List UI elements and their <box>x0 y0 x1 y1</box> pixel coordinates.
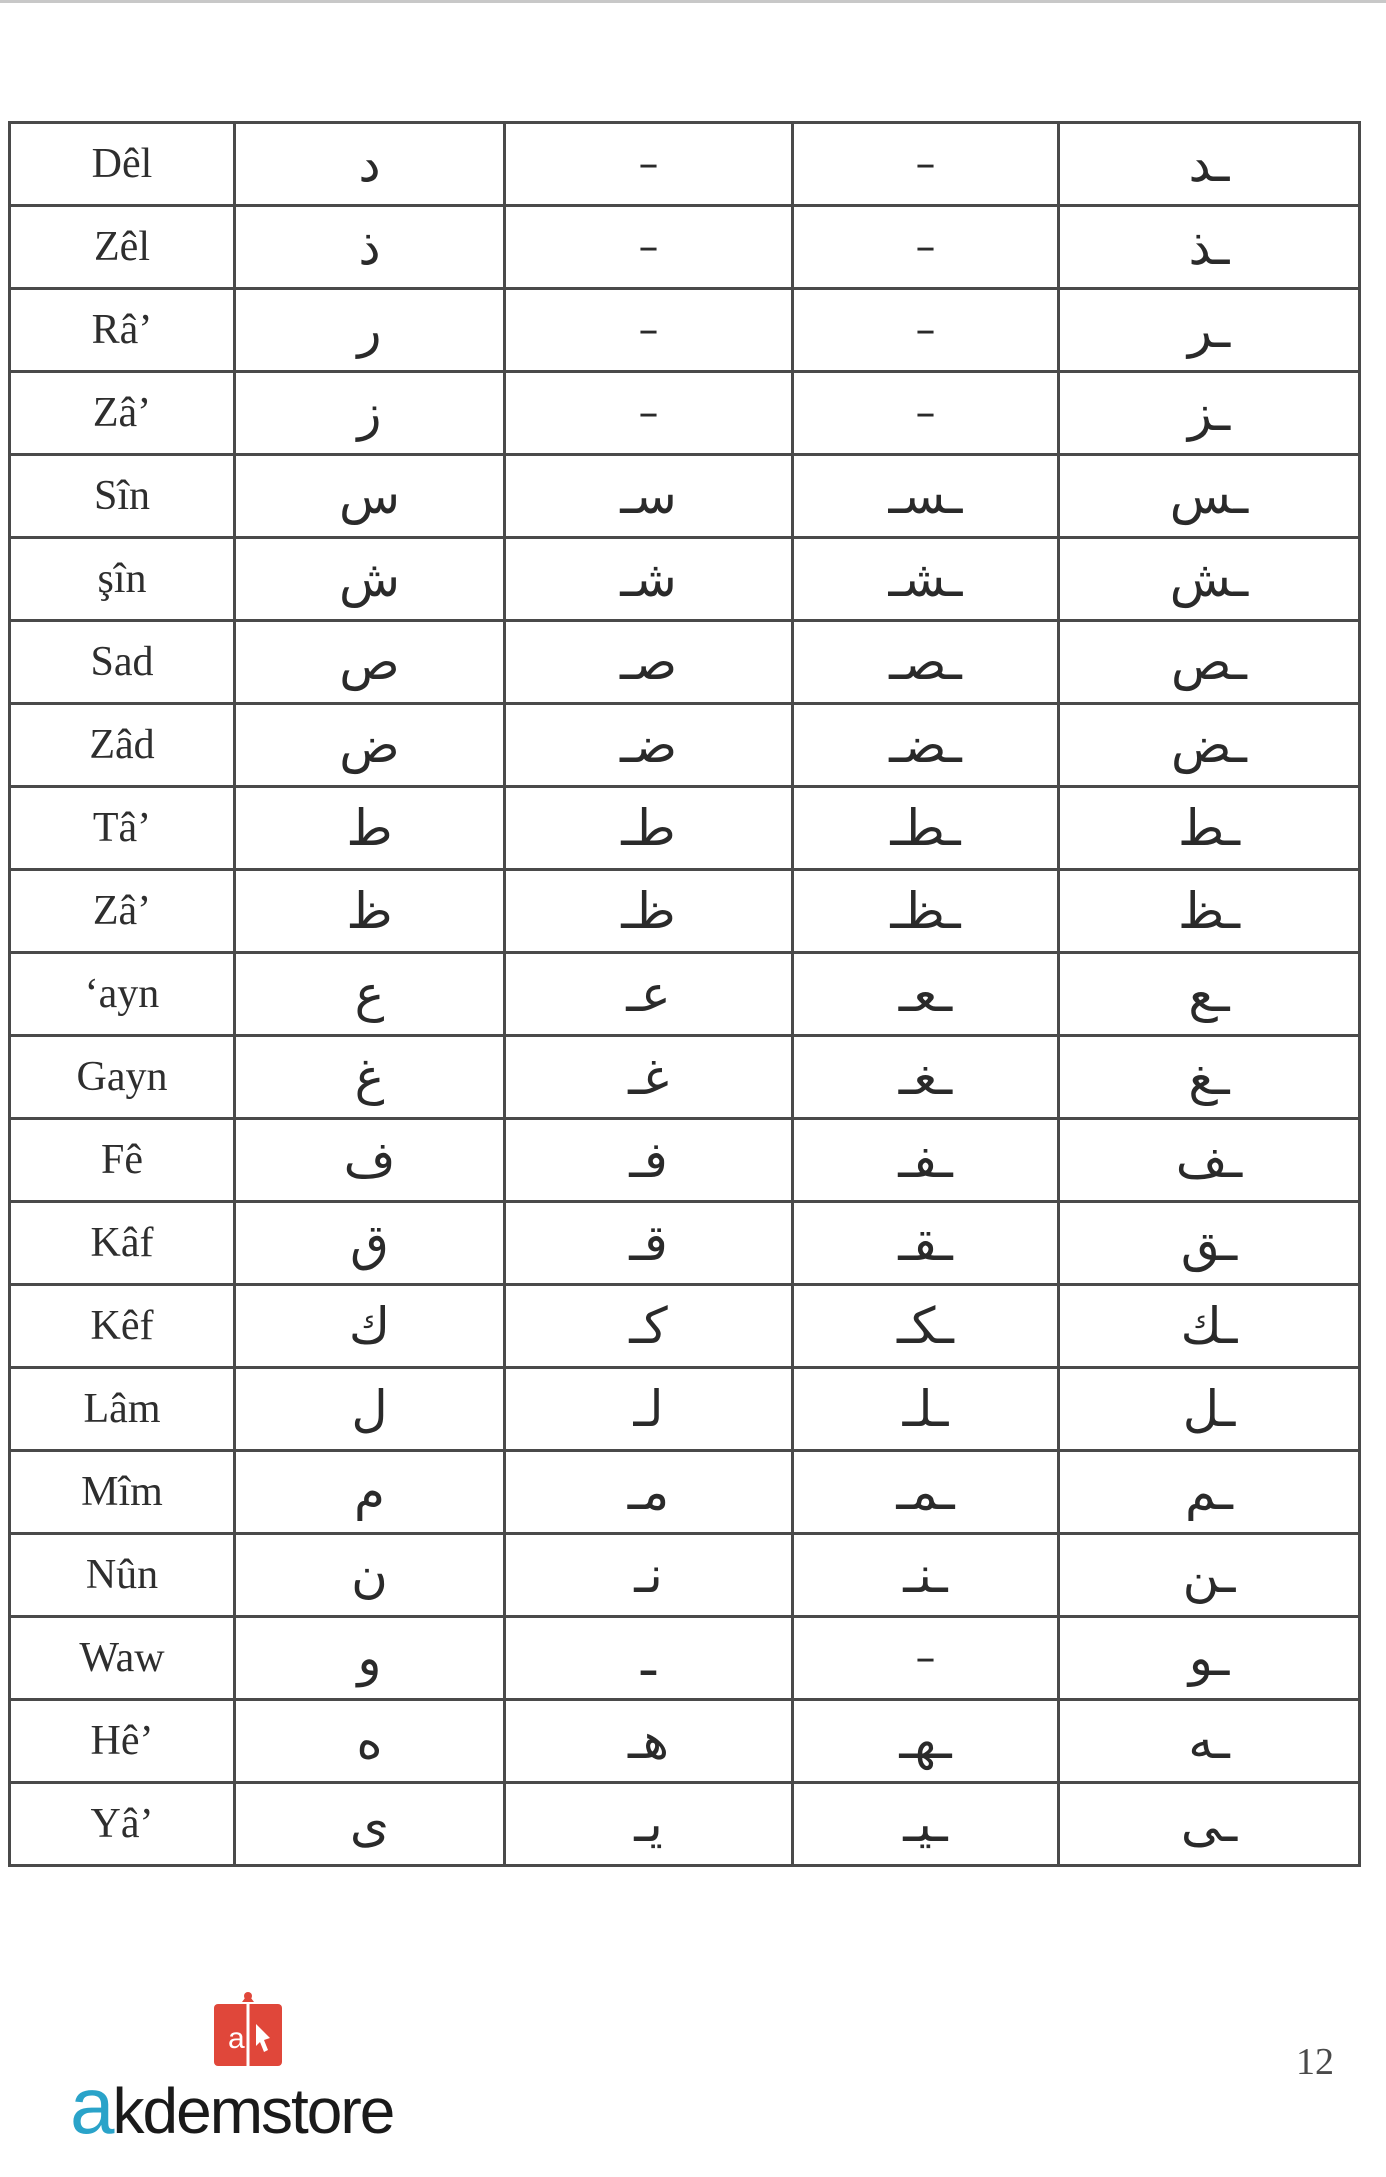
isolated-form-cell: ر <box>235 289 505 372</box>
medial-form-cell: ـلـ <box>793 1368 1059 1451</box>
letter-name-cell: Zêl <box>10 206 235 289</box>
letter-name-cell: Sîn <box>10 455 235 538</box>
letter-name-cell: Sad <box>10 621 235 704</box>
medial-form-cell: ـعـ <box>793 953 1059 1036</box>
final-form-cell: ـش <box>1059 538 1360 621</box>
final-form-cell: ـظ <box>1059 870 1360 953</box>
initial-form-cell: مـ <box>505 1451 793 1534</box>
medial-form-cell: ـطـ <box>793 787 1059 870</box>
final-form-cell: ـق <box>1059 1202 1360 1285</box>
final-form-cell: ـد <box>1059 123 1360 206</box>
table-row <box>10 1368 1360 1451</box>
final-form-cell: ـز <box>1059 372 1360 455</box>
isolated-form-cell: ن <box>235 1534 505 1617</box>
isolated-form-cell: ل <box>235 1368 505 1451</box>
isolated-form-cell: غ <box>235 1036 505 1119</box>
svg-text:a: a <box>228 2022 245 2055</box>
initial-form-cell: لـ <box>505 1368 793 1451</box>
medial-form-cell: – <box>793 372 1059 455</box>
letter-name-cell: Zâd <box>10 704 235 787</box>
initial-form-cell: ـ <box>505 1617 793 1700</box>
final-form-cell: ـع <box>1059 953 1360 1036</box>
table-row <box>10 123 1360 206</box>
table-row <box>10 1783 1360 1866</box>
final-form-cell: ـس <box>1059 455 1360 538</box>
initial-form-cell: – <box>505 123 793 206</box>
initial-form-cell: قـ <box>505 1202 793 1285</box>
letter-name-cell: Mîm <box>10 1451 235 1534</box>
page-number: 12 <box>1296 2041 1334 2083</box>
letter-name-cell: Waw <box>10 1617 235 1700</box>
isolated-form-cell: م <box>235 1451 505 1534</box>
medial-form-cell: ـسـ <box>793 455 1059 538</box>
table-row <box>10 1202 1360 1285</box>
medial-form-cell: ـظـ <box>793 870 1059 953</box>
final-form-cell: ـط <box>1059 787 1360 870</box>
initial-form-cell: – <box>505 372 793 455</box>
table-row <box>10 538 1360 621</box>
akdemstore-logo <box>70 1990 440 2150</box>
table-row <box>10 1451 1360 1534</box>
medial-form-cell: – <box>793 289 1059 372</box>
medial-form-cell: – <box>793 123 1059 206</box>
table-row <box>10 1700 1360 1783</box>
initial-form-cell: نـ <box>505 1534 793 1617</box>
table-row <box>10 1617 1360 1700</box>
isolated-form-cell: ف <box>235 1119 505 1202</box>
medial-form-cell: ـصـ <box>793 621 1059 704</box>
letter-name-cell: Kêf <box>10 1285 235 1368</box>
logo-rest: kdemstore <box>112 2075 394 2147</box>
alphabet-table <box>8 121 1361 1867</box>
initial-form-cell: غـ <box>505 1036 793 1119</box>
table-row <box>10 953 1360 1036</box>
initial-form-cell: عـ <box>505 953 793 1036</box>
medial-form-cell: ـهـ <box>793 1700 1059 1783</box>
letter-name-cell: şîn <box>10 538 235 621</box>
final-form-cell: ـو <box>1059 1617 1360 1700</box>
final-form-cell: ـن <box>1059 1534 1360 1617</box>
table-row <box>10 621 1360 704</box>
medial-form-cell: – <box>793 206 1059 289</box>
initial-form-cell: صـ <box>505 621 793 704</box>
alphabet-table-body <box>10 123 1360 1866</box>
final-form-cell: ـف <box>1059 1119 1360 1202</box>
medial-form-cell: ـضـ <box>793 704 1059 787</box>
isolated-form-cell: ق <box>235 1202 505 1285</box>
isolated-form-cell: ز <box>235 372 505 455</box>
isolated-form-cell: ظ <box>235 870 505 953</box>
initial-form-cell: يـ <box>505 1783 793 1866</box>
table-row <box>10 455 1360 538</box>
initial-form-cell: سـ <box>505 455 793 538</box>
table-row <box>10 1119 1360 1202</box>
letter-name-cell: Fê <box>10 1119 235 1202</box>
isolated-form-cell: و <box>235 1617 505 1700</box>
isolated-form-cell: ص <box>235 621 505 704</box>
initial-form-cell: ظـ <box>505 870 793 953</box>
letter-name-cell: Tâ’ <box>10 787 235 870</box>
initial-form-cell: – <box>505 206 793 289</box>
letter-name-cell: Dêl <box>10 123 235 206</box>
medial-form-cell: ـفـ <box>793 1119 1059 1202</box>
isolated-form-cell: ض <box>235 704 505 787</box>
medial-form-cell: ـغـ <box>793 1036 1059 1119</box>
letter-name-cell: Yâ’ <box>10 1783 235 1866</box>
isolated-form-cell: ه <box>235 1700 505 1783</box>
logo-first-letter: a <box>70 2061 113 2150</box>
table-row <box>10 1285 1360 1368</box>
medial-form-cell: ـمـ <box>793 1451 1059 1534</box>
isolated-form-cell: ع <box>235 953 505 1036</box>
medial-form-cell: ـنـ <box>793 1534 1059 1617</box>
letter-name-cell: Zâ’ <box>10 870 235 953</box>
letter-name-cell: Lâm <box>10 1368 235 1451</box>
isolated-form-cell: د <box>235 123 505 206</box>
table-row <box>10 372 1360 455</box>
book-cart-icon <box>210 1990 286 2070</box>
final-form-cell: ـغ <box>1059 1036 1360 1119</box>
final-form-cell: ـى <box>1059 1783 1360 1866</box>
final-form-cell: ـذ <box>1059 206 1360 289</box>
letter-name-cell: Kâf <box>10 1202 235 1285</box>
letter-name-cell: Hê’ <box>10 1700 235 1783</box>
page-top-edge <box>0 0 1386 3</box>
letter-name-cell: Zâ’ <box>10 372 235 455</box>
table-row <box>10 289 1360 372</box>
final-form-cell: ـه <box>1059 1700 1360 1783</box>
isolated-form-cell: ذ <box>235 206 505 289</box>
initial-form-cell: فـ <box>505 1119 793 1202</box>
final-form-cell: ـر <box>1059 289 1360 372</box>
isolated-form-cell: ك <box>235 1285 505 1368</box>
table-row <box>10 787 1360 870</box>
isolated-form-cell: س <box>235 455 505 538</box>
initial-form-cell: كـ <box>505 1285 793 1368</box>
letter-name-cell: Gayn <box>10 1036 235 1119</box>
isolated-form-cell: ى <box>235 1783 505 1866</box>
table-row <box>10 1534 1360 1617</box>
final-form-cell: ـم <box>1059 1451 1360 1534</box>
isolated-form-cell: ط <box>235 787 505 870</box>
table-row <box>10 206 1360 289</box>
final-form-cell: ـص <box>1059 621 1360 704</box>
medial-form-cell: – <box>793 1617 1059 1700</box>
table-row <box>10 704 1360 787</box>
initial-form-cell: ضـ <box>505 704 793 787</box>
medial-form-cell: ـشـ <box>793 538 1059 621</box>
isolated-form-cell: ش <box>235 538 505 621</box>
table-row <box>10 870 1360 953</box>
initial-form-cell: طـ <box>505 787 793 870</box>
initial-form-cell: – <box>505 289 793 372</box>
initial-form-cell: هـ <box>505 1700 793 1783</box>
medial-form-cell: ـكـ <box>793 1285 1059 1368</box>
initial-form-cell: شـ <box>505 538 793 621</box>
letter-name-cell: Nûn <box>10 1534 235 1617</box>
final-form-cell: ـض <box>1059 704 1360 787</box>
medial-form-cell: ـيـ <box>793 1783 1059 1866</box>
final-form-cell: ـك <box>1059 1285 1360 1368</box>
alphabet-table-container <box>8 121 1358 1867</box>
final-form-cell: ـل <box>1059 1368 1360 1451</box>
table-row <box>10 1036 1360 1119</box>
letter-name-cell: Râ’ <box>10 289 235 372</box>
letter-name-cell: ‘ayn <box>10 953 235 1036</box>
logo-wordmark <box>70 2060 393 2152</box>
medial-form-cell: ـقـ <box>793 1202 1059 1285</box>
